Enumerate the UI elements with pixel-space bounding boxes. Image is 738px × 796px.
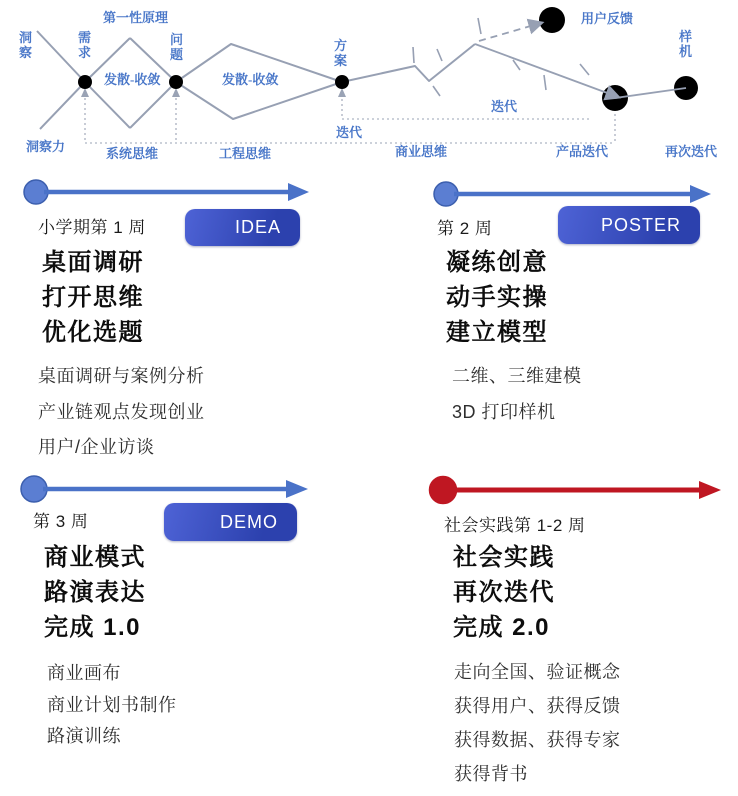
stage-label-systems-thinking: 系统思维: [106, 146, 159, 161]
demand-stage-dot: [78, 75, 92, 89]
headline-line: 完成 2.0: [453, 614, 551, 641]
headline-line: 打开思维: [42, 284, 144, 311]
stage-label-iterate-2: 迭代: [491, 99, 518, 114]
detail-line: 桌面调研与案例分析: [38, 366, 205, 386]
detail-line: 商业计划书制作: [47, 694, 177, 715]
phase3-headline: [44, 540, 146, 645]
phase1-timeline-arrow-icon: [20, 176, 312, 208]
problem-stage-dot: [169, 75, 183, 89]
detail-line: 3D 打印样机: [452, 401, 556, 422]
phase2-badge: POSTER: [558, 206, 700, 244]
double-diamond-diagram: [0, 0, 738, 168]
stage-label-iterate-1: 迭代: [336, 125, 363, 140]
phase2-headline: [446, 245, 548, 350]
detail-line: 路演训练: [47, 726, 121, 746]
headline-line: 再次迭代: [453, 579, 555, 606]
detail-line: 获得用户、获得反馈: [454, 696, 621, 716]
headline-line: 商业模式: [44, 544, 146, 571]
detail-line: 商业画布: [47, 663, 121, 683]
detail-line: 获得背书: [454, 764, 528, 784]
stage-label-re-iteration: 再次迭代: [665, 144, 718, 159]
phase1-headline: [42, 245, 144, 350]
detail-line: 用户/企业访谈: [38, 437, 155, 457]
phase3-details: [47, 658, 177, 753]
headline-line: 社会实践: [453, 544, 555, 571]
detail-line: 走向全国、验证概念: [454, 662, 621, 682]
stage-label-problem: 问题: [169, 32, 183, 62]
stage-label-insight: 洞察: [18, 30, 32, 60]
stage-label-prototype: 样机: [678, 29, 692, 59]
stage-label-user-feedback: 用户反馈: [581, 11, 634, 26]
headline-line: 优化选题: [42, 319, 144, 346]
phase4-week-label: 社会实践第 1-2 周: [444, 516, 586, 535]
stage-label-demand: 需求: [77, 30, 91, 60]
phase3-week-label: 第 3 周: [33, 512, 89, 531]
detail-line: 产业链观点发现创业: [38, 401, 205, 422]
stage-label-diverge-converge-1: 发散-收敛: [104, 72, 161, 87]
headline-line: 完成 1.0: [44, 614, 142, 641]
headline-line: 桌面调研: [42, 249, 144, 276]
stage-label-insight-ability: 洞察力: [26, 139, 66, 154]
phase2-details: [452, 359, 582, 430]
phase3-badge: DEMO: [164, 503, 297, 541]
phase2-week-label: 第 2 周: [437, 219, 493, 238]
phase1-badge: IDEA: [185, 209, 300, 246]
stage-label-business-thinking: 商业思维: [395, 144, 448, 159]
user-feedback-dot: [539, 7, 565, 33]
timeline-start-dot: [430, 477, 457, 504]
stage-label-diverge-converge-2: 发散-收敛: [222, 72, 279, 87]
headline-line: 动手实操: [446, 284, 548, 311]
stage-label-product-iteration: 产品迭代: [556, 144, 609, 159]
phase4-timeline-arrow-icon: [427, 474, 725, 508]
solution-stage-dot: [335, 75, 349, 89]
stage-label-first-principle: 第一性原理: [103, 10, 169, 25]
detail-line: 获得数据、获得专家: [454, 730, 621, 750]
stage-label-engineering-thinking: 工程思维: [219, 146, 272, 161]
phase4-headline: [453, 540, 555, 645]
headline-line: 路演表达: [44, 579, 146, 606]
headline-line: 建立模型: [446, 319, 548, 346]
detail-line: 二维、三维建模: [452, 366, 582, 386]
headline-line: 凝练创意: [446, 249, 548, 276]
stage-label-solution: 方案: [333, 38, 347, 68]
phase4-details: [454, 655, 621, 791]
phase1-details: [38, 359, 205, 466]
phase1-week-label: 小学期第 1 周: [38, 218, 146, 237]
phase3-timeline-arrow-icon: [18, 473, 312, 507]
